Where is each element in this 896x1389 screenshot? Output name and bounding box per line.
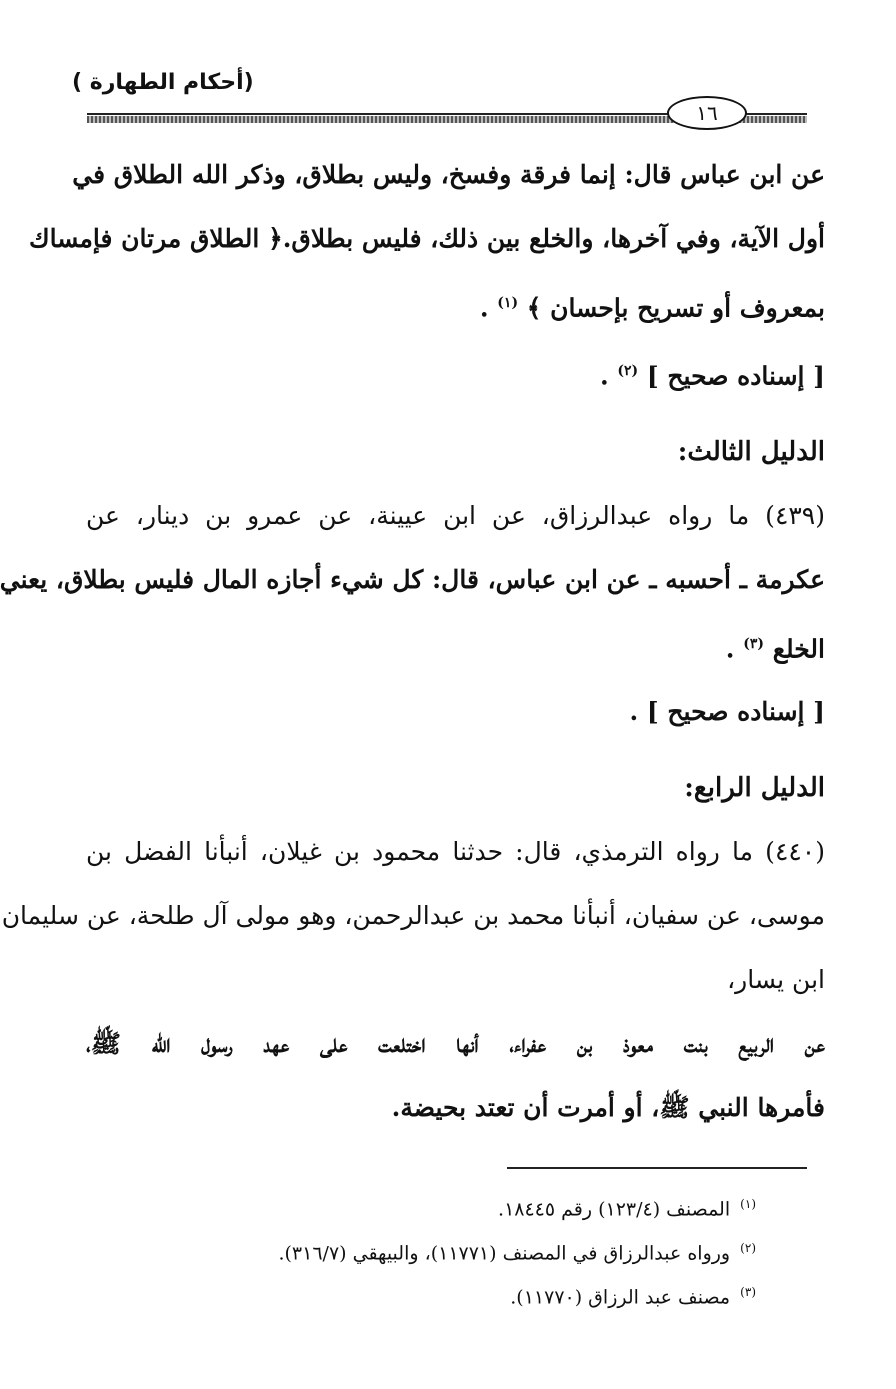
paragraph-rubayyi bbox=[86, 1012, 825, 1140]
paragraph-quote-ibn-abbas bbox=[28, 143, 825, 335]
text-line: موسى، عن سفيان، أنبأنا محمد بن عبدالرحمن، وهو مولى آل طلحة، عن سليمان bbox=[1, 901, 825, 930]
section-heading bbox=[86, 420, 825, 484]
text-span: [ إسناده صحيح ] bbox=[646, 361, 825, 391]
text-line: [ إسناده صحيح ] . bbox=[629, 697, 825, 726]
isnad-grade bbox=[86, 680, 825, 744]
text-span: . bbox=[725, 634, 735, 664]
footnote-mark: (١) bbox=[740, 1197, 756, 1211]
text-line bbox=[86, 339, 825, 403]
footnote-mark: (٣) bbox=[740, 1285, 756, 1299]
footnote bbox=[77, 1182, 756, 1226]
paragraph-hadith-439 bbox=[0, 484, 825, 676]
text-span: . bbox=[599, 361, 609, 391]
text-span: الخلع bbox=[772, 634, 825, 664]
text-line: (٤٣٩) ما رواه عبدالرزاق، عن ابن عيينة، عن عمرو بن دينار، عن bbox=[86, 501, 825, 530]
isnad-grade bbox=[86, 339, 825, 403]
text-span: بمعروف أو تسريح بإحسان ﴾ bbox=[526, 293, 825, 323]
footnote-ref: (٣) bbox=[743, 636, 764, 652]
heading-text: الدليل الثالث: bbox=[677, 437, 825, 467]
footnote-mark: (٢) bbox=[740, 1241, 756, 1255]
text-line: عن الربيع بنت معوذ بن عفراء، أنها اختلعت على عهد رسول الله ﷺ، bbox=[86, 1029, 825, 1058]
text-line: عكرمة ـ أحسبه ـ عن ابن عباس، قال: كل شيء أجازه المال فليس بطلاق، يعني bbox=[0, 565, 825, 594]
text-line: فأمرها النبي ﷺ، أو أمرت أن تعتد بحيضة. bbox=[391, 1093, 825, 1122]
footnote bbox=[77, 1226, 756, 1270]
footnote-text: ورواه عبدالرزاق في المصنف (١١٧٧١)، والبيهقي (٣١٦/٧). bbox=[278, 1242, 731, 1265]
footnote-ref: (٢) bbox=[617, 363, 639, 379]
text-line: عن ابن عباس قال: إنما فرقة وفسخ، وليس بطلاق، وذكر الله الطلاق في bbox=[72, 160, 825, 189]
text-line bbox=[86, 271, 825, 335]
text-line: أول الآية، وفي آخرها، والخلع بين ذلك، فليس بطلاق.﴿ الطلاق مرتان فإمساك bbox=[28, 224, 825, 253]
heading-text: الدليل الرابع: bbox=[684, 773, 825, 803]
section-heading bbox=[86, 756, 825, 820]
footnotes bbox=[77, 1182, 756, 1314]
page-number: ١٦ bbox=[667, 96, 747, 130]
text-line: ابن يسار، bbox=[727, 965, 825, 994]
running-title: (أحكام الطهارة ) bbox=[72, 70, 254, 95]
paragraph-hadith-440 bbox=[1, 820, 825, 1012]
footnote-separator bbox=[507, 1167, 807, 1169]
text-line bbox=[86, 612, 825, 676]
footnote bbox=[77, 1270, 756, 1314]
text-span: . bbox=[479, 293, 489, 323]
footnote-ref: (١) bbox=[497, 295, 519, 311]
footnote-text: مصنف عبد الرزاق (١١٧٧٠). bbox=[510, 1286, 731, 1309]
footnote-text: المصنف (١٢٣/٤) رقم ١٨٤٤٥. bbox=[498, 1198, 731, 1221]
text-line: (٤٤٠) ما رواه الترمذي، قال: حدثنا محمود بن غيلان، أنبأنا الفضل بن bbox=[86, 837, 825, 866]
